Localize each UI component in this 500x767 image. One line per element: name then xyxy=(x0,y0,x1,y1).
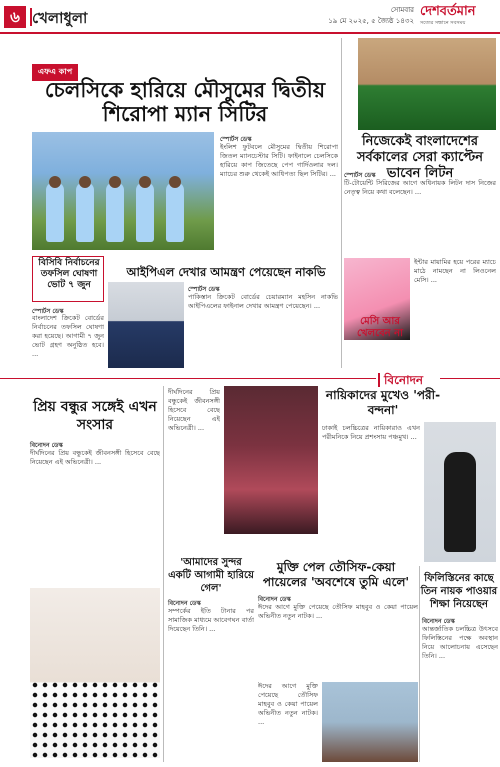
column-divider-2 xyxy=(163,386,164,762)
date-block xyxy=(300,5,414,27)
messi-headline[interactable]: মেসি আর খেলবেন না xyxy=(357,316,403,339)
page-number: ৬ xyxy=(4,6,26,28)
city-headline[interactable]: চেলসিকে হারিয়ে মৌসুমের দ্বিতীয় শিরোপা ম্যান সিটির xyxy=(44,78,326,126)
ipl-headline[interactable]: আইপিএল দেখার আমন্ত্রণ পেয়েছেন নাকভি xyxy=(126,265,326,279)
priyo-headline[interactable]: প্রিয় বন্ধুর সঙ্গেই এখন সংসার xyxy=(33,399,157,433)
bcb-headline[interactable]: বিসিবি নির্বাচনের তফসিল ঘোষণা ভোট ৭ জুন xyxy=(38,258,100,290)
city-body: ইংলিশ ফুটবলে মৌসুমের দ্বিতীয় শিরোপা জিতল ম্যানচেস্টার সিটি। ফাইনালে চেলসিকে হারিয়ে কাপ জিতেছে পেপ গার্দিওলার দল। ম্যাচের শুরু থেকেই আধিপত্য ছিল সিটির। ... xyxy=(220,143,338,178)
drama-cast-photo xyxy=(322,682,418,762)
column-divider xyxy=(341,38,342,368)
mukti-body-continued: ঈদের আগে মুক্তি পেয়েছে তৌসিফ মাহবুব ও কেয়া পায়েল অভিনীত নতুন নাটক। ... xyxy=(258,682,318,726)
fa-cup-kicker: এফএ কাপ xyxy=(32,64,78,81)
actress-black-dress-photo xyxy=(424,422,496,562)
weekday: সোমবার xyxy=(390,6,414,14)
nayika-headline[interactable]: নায়িকাদের মুখেও 'পরী-বন্দনা' xyxy=(325,388,441,417)
filmi-byline: বিনোদন ডেস্ক xyxy=(422,618,455,625)
priyo-byline: বিনোদন ডেস্ক xyxy=(30,442,63,449)
binodon-section-title: বিনোদন xyxy=(384,373,424,387)
bcb-body: বাংলাদেশ ক্রিকেট বোর্ডের নির্বাচনের তফসিল ঘোষণা করা হয়েছে। আগামী ৭ জুন ভোট গ্রহণ অনুষ্ঠিত হবে। ... xyxy=(32,314,104,358)
ipl-body: পাকিস্তান ক্রিকেট বোর্ডের চেয়ারম্যান মহসিন নাকভি আইপিএলের ফাইনাল দেখার আমন্ত্রণ পেয়েছেন। ... xyxy=(188,293,338,310)
masthead-logo xyxy=(420,4,496,30)
filmi-body: আন্তর্জাতিক চলচ্চিত্র উৎসবে ফিলিস্তিনের পক্ষে অবস্থান নিয়ে আলোচনায় এসেছেন তিনি। ... xyxy=(422,625,498,660)
logo-text: দেশবর্তমান xyxy=(420,4,476,19)
mukti-headline[interactable]: মুক্তি পেল তৌসিফ-কেয়া পায়েলের 'অবশেষে তুমি এলে' xyxy=(262,560,410,589)
mukti-byline: বিনোদন ডেস্ক xyxy=(258,596,291,603)
logo-tagline: সত্যের সন্ধানে সবসময় xyxy=(420,20,466,26)
binodon-rule xyxy=(0,378,376,379)
messi-body: ইন্টার মায়ামির হয়ে পরের ম্যাচে মাঠে নামছেন না লিওনেল মেসি। ... xyxy=(414,258,496,284)
section-title: খেলাধুলা xyxy=(32,9,88,27)
nayika-body: ঢাকাই চলচ্চিত্রের নায়িকারাও এখন পরীমনিকে নিয়ে প্রশংসায় পঞ্চমুখ। ... xyxy=(322,424,420,441)
litton-headline[interactable]: নিজেকেই বাংলাদেশের সর্বকালের সেরা ক্যাপ্টেন ভাবেন লিটন xyxy=(356,134,484,181)
page-header xyxy=(0,0,500,34)
city-celebration-photo xyxy=(32,132,214,250)
bcb-byline: স্পোর্টস ডেস্ক xyxy=(32,308,64,315)
naqvi-photo xyxy=(108,282,184,368)
litton-body: টি-টোয়েন্টি সিরিজের আগে অধিনায়ক লিটন দাস নিজের নেতৃত্ব নিয়ে কথা বলেছেন। ... xyxy=(344,179,496,196)
priyo-body: দীর্ঘদিনের প্রিয় বন্ধুকেই জীবনসঙ্গী হিসেবে বেছে নিয়েছেন এই অভিনেত্রী। ... xyxy=(30,449,160,466)
binodon-divider xyxy=(378,373,380,387)
actress-polka-dot-photo xyxy=(30,588,160,758)
filmi-headline[interactable]: ফিলিস্তিনের কাছে তিন নায়ক পাওয়ার শিক্ষা নিয়েছেন xyxy=(420,573,498,610)
mukti-body: ঈদের আগে মুক্তি পেয়েছে তৌসিফ মাহবুব ও কেয়া পায়েল অভিনীত নতুন নাটক। ... xyxy=(258,603,418,620)
priyo-body-continued: দীর্ঘদিনের প্রিয় বন্ধুকেই জীবনসঙ্গী হিসেবে বেছে নিয়েছেন এই অভিনেত্রী। ... xyxy=(168,388,220,432)
amader-headline[interactable]: 'আমাদের সুন্দর একটি আগামী হারিয়ে গেল' xyxy=(168,557,254,594)
amader-byline: বিনোদন ডেস্ক xyxy=(168,600,201,607)
binodon-rule-right xyxy=(440,378,500,379)
date-line: ১৯ মে ২০২৫, ৫ জ্যৈষ্ঠ ১৪৩২ xyxy=(328,17,414,25)
litton-photo xyxy=(358,38,496,130)
ipl-byline: স্পোর্টস ডেস্ক xyxy=(188,286,220,293)
city-byline: স্পোর্টস ডেস্ক xyxy=(220,136,252,143)
actress-portrait-photo xyxy=(224,386,318,534)
litton-byline: স্পোর্টস ডেস্ক xyxy=(344,172,376,179)
amader-body: সম্পর্কের ইতি টানার পর সামাজিক মাধ্যমে আবেগঘন বার্তা দিয়েছেন তিনি। ... xyxy=(168,607,254,633)
